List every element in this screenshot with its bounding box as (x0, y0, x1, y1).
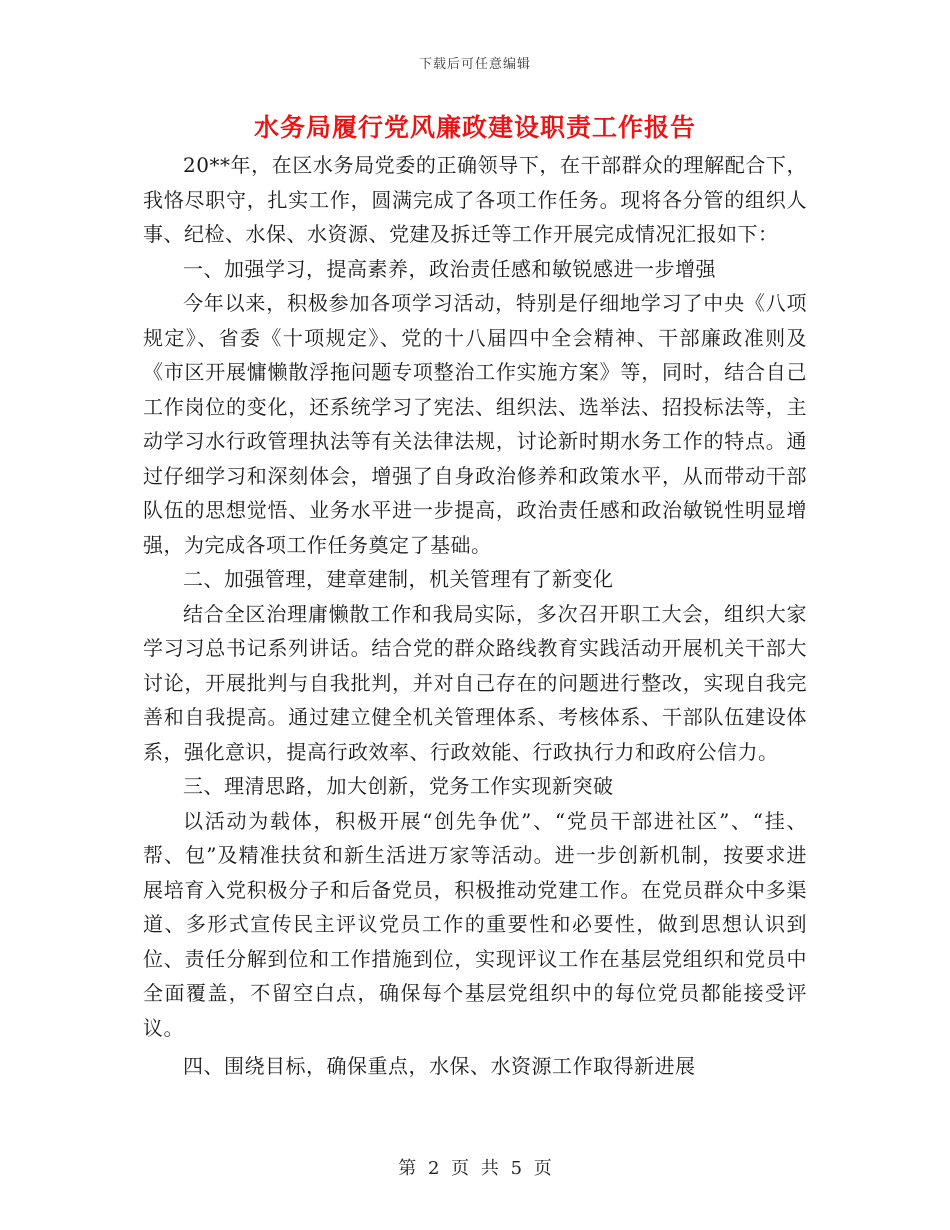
paragraph-section-2: 结合全区治理庸懒散工作和我局实际，多次召开职工大会，组织大家学习习总书记系列讲话。结合党的群众路线教育实践活动开展机关干部大讨论，开展批判与自我批判，并对自己存在的问题进行整改，实现自我完善和自我提高。通过建立健全机关管理体系、考核体系、干部队伍建设体系，强化意识，提高行政效率、行政效能、行政执行力和政府公信力。 (143, 601, 807, 764)
document-body (143, 148, 807, 1084)
footer-total-prefix: 共 (480, 1158, 499, 1179)
section-heading-4: 四、围绕目标，确保重点，水保、水资源工作取得新进展 (183, 1054, 696, 1078)
footer-page-unit: 页 (451, 1158, 470, 1179)
paragraph-section-3: 以活动为载体，积极开展“创先争优”、“党员干部进社区”、“挂、帮、包”及精准扶贫和新生活进万家等活动。进一步创新机制，按要求进展培育入党积极分子和后备党员，积极推动党建工作。在党员群众中多渠道、多形式宣传民主评议党员工作的重要性和必要性，做到思想认识到位、责任分解到位和工作措施到位，实现评议工作在基层党组织和党员中全面覆盖，不留空白点，确保每个基层党组织中的每位党员都能接受评议。 (143, 808, 807, 1040)
header-note: 下载后可任意编辑 (418, 57, 531, 72)
document-title: 水务局履行党风廉政建设职责工作报告 (253, 113, 696, 142)
section-heading-3: 三、理清思路，加大创新，党务工作实现新突破 (183, 774, 614, 798)
paragraph-intro: 20**年，在区水务局党委的正确领导下，在干部群众的理解配合下，我恪尽职守，扎实工作，圆满完成了各项工作任务。现将各分管的组织人事、纪检、水保、水资源、党建及拆迁等工作开展完成情况汇报如下： (143, 153, 807, 246)
paragraph-section-1: 今年以来，积极参加各项学习活动，特别是仔细地学习了中央《八项规定》、省委《十项规定》、党的十八届四中全会精神、干部廉政准则及《市区开展慵懒散浮拖问题专项整治工作实施方案》等，同时，结合自己工作岗位的变化，还系统学习了宪法、组织法、选举法、招投标法等，主动学习水行政管理执法等有关法律法规，讨论新时期水务工作的特点。通过仔细学习和深刻体会，增强了自身政治修养和政策水平，从而带动干部队伍的思想觉悟、业务水平进一步提高，政治责任感和政治敏锐性明显增强，为完成各项工作任务奠定了基础。 (143, 291, 807, 557)
page-footer (0, 1154, 950, 1180)
footer-prefix: 第 (398, 1158, 417, 1179)
section-heading-2: 二、加强管理，建章建制，机关管理有了新变化 (183, 567, 614, 591)
footer-total-pages: 5 (510, 1158, 523, 1179)
section-heading-1: 一、加强学习，提高素养，政治责任感和敏锐感进一步增强 (183, 256, 716, 281)
footer-total-unit: 页 (533, 1158, 552, 1179)
footer-current-page: 2 (427, 1158, 440, 1179)
